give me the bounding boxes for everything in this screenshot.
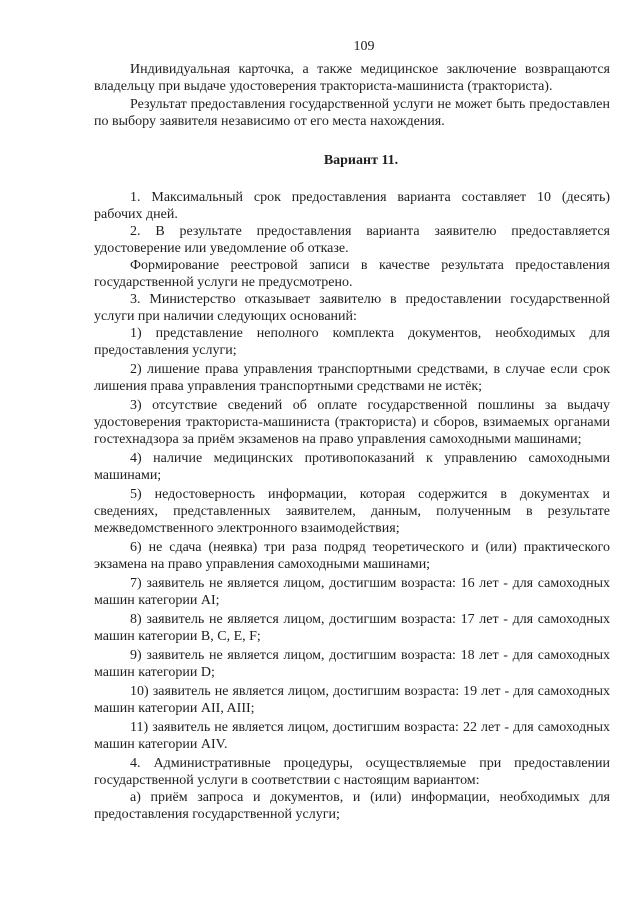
paragraph-result: 2. В результате предоставления варианта заявителю предоставляется удостоверение или уведомление об отказе. — [94, 224, 610, 256]
list-item-ground-1: 1) представление неполного комплекта документов, необходимых для предоставления услуги; — [94, 326, 610, 358]
paragraph-registry-record: Формирование реестровой записи в качестве результата предоставления государственной услуги не предусмотрено. — [94, 258, 610, 290]
list-item-procedure-a: а) приём запроса и документов, и (или) информации, необходимых для предоставления государственной услуги; — [94, 790, 610, 822]
variant-heading: Вариант 11. — [323, 153, 399, 168]
list-item-ground-7: 7) заявитель не является лицом, достигшим возраста: 16 лет - для самоходных машин категории AI; — [94, 576, 610, 608]
list-item-ground-3: 3) отсутствие сведений об оплате государственной пошлины за выдачу удостоверения тракториста-машиниста (тракториста) и сборов, взимаемых органами гостехнадзора за приём экзаменов на право управления самоходными машинами; — [94, 398, 610, 447]
list-item-ground-11: 11) заявитель не является лицом, достигшим возраста: 22 лет - для самоходных машин категории AIV. — [94, 720, 610, 752]
page-number: 109 — [353, 39, 375, 54]
list-item-ground-8: 8) заявитель не является лицом, достигшим возраста: 17 лет - для самоходных машин категории B, C, E, F; — [94, 612, 610, 644]
paragraph-max-term: 1. Максимальный срок предоставления варианта составляет 10 (десять) рабочих дней. — [94, 190, 610, 222]
list-item-ground-10: 10) заявитель не является лицом, достигшим возраста: 19 лет - для самоходных машин категории AII, AIII; — [94, 684, 610, 716]
list-item-ground-6: 6) не сдача (неявка) три раза подряд теоретического и (или) практического экзамена на право управления самоходными машинами; — [94, 540, 610, 572]
paragraph-return-card: Индивидуальная карточка, а также медицинское заключение возвращаются владельцу при выдаче удостоверения тракториста-машиниста (тракториста). — [94, 62, 610, 94]
paragraph-result-location: Результат предоставления государственной услуги не может быть предоставлен по выбору заявителя независимо от его места нахождения. — [94, 97, 610, 129]
list-item-ground-9: 9) заявитель не является лицом, достигшим возраста: 18 лет - для самоходных машин категории D; — [94, 648, 610, 680]
list-item-ground-4: 4) наличие медицинских противопоказаний к управлению самоходными машинами; — [94, 451, 610, 483]
paragraph-refusal-grounds: 3. Министерство отказывает заявителю в предоставлении государственной услуги при наличии следующих оснований: — [94, 292, 610, 324]
list-item-ground-5: 5) недостоверность информации, которая содержится в документах и сведениях, представленных заявителем, данным, полученным в результате межведомственного электронного взаимодействия; — [94, 487, 610, 536]
list-item-ground-2: 2) лишение права управления транспортными средствами, в случае если срок лишения права управления транспортными средствами не истёк; — [94, 362, 610, 394]
paragraph-admin-procedures: 4. Административные процедуры, осуществляемые при предоставлении государственной услуги в соответствии с настоящим вариантом: — [94, 756, 610, 788]
document-page — [94, 38, 610, 823]
